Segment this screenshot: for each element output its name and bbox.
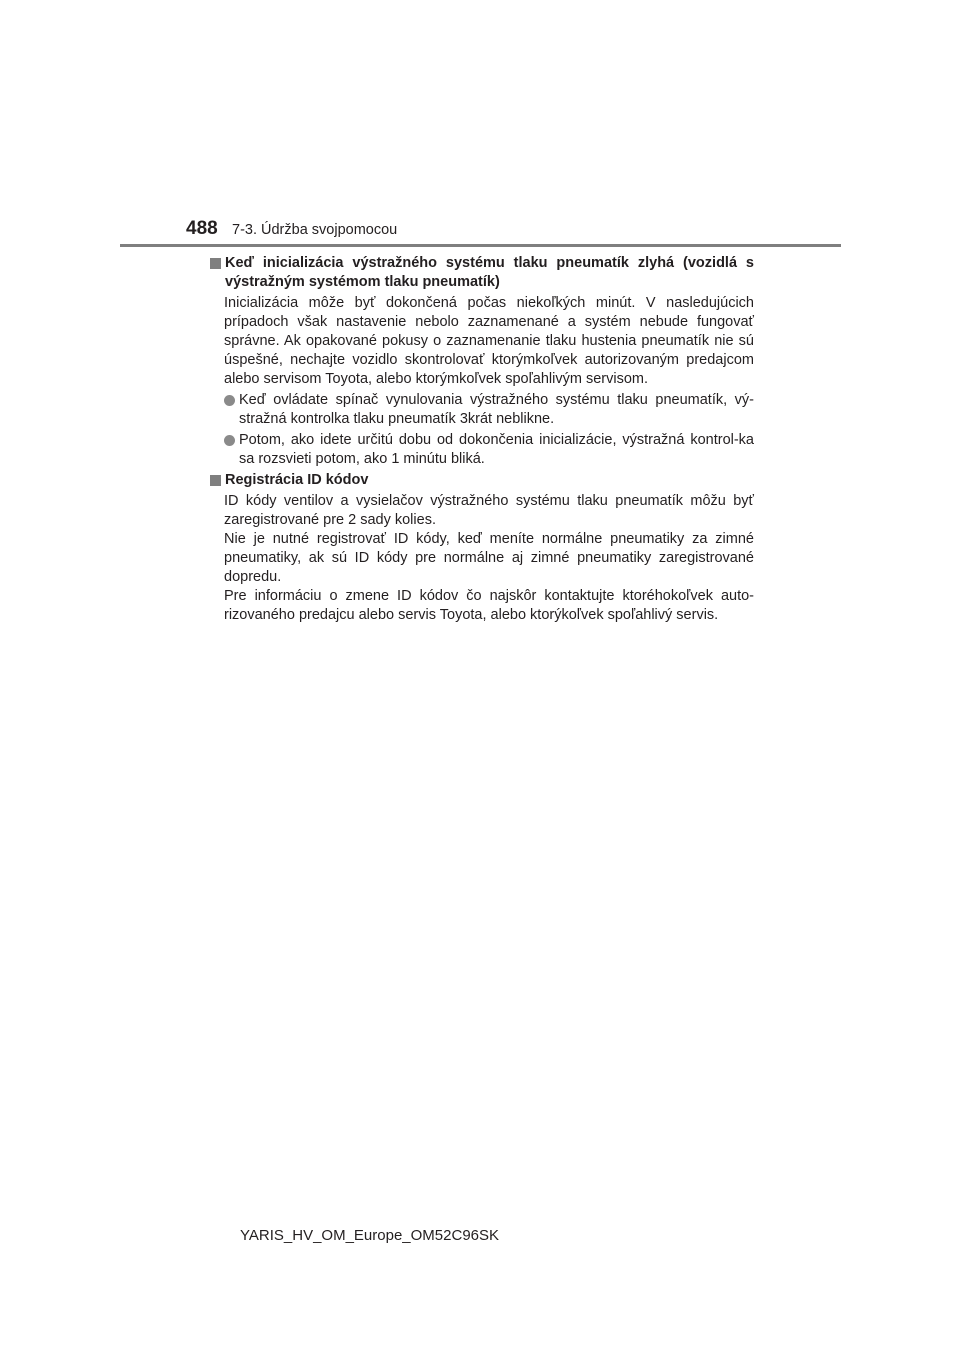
- list-item: [210, 431, 754, 469]
- document-code: YARIS_HV_OM_Europe_OM52C96SK: [240, 1227, 500, 1244]
- section-heading: [210, 254, 754, 292]
- heading-text: Keď inicializácia výstražného systému tlaku pneumatík zlyhá (vozidlá s výstražným systémom tlaku pneumatík): [225, 255, 754, 290]
- section-title: 7-3. Údržba svojpomocou: [232, 222, 398, 238]
- paragraph: ID kódy ventilov a vysielačov výstražného systému tlaku pneumatík môžu byť zaregistrované pre 2 sady kolies.: [224, 493, 754, 528]
- header-rule: [120, 244, 841, 247]
- paragraph: Inicializácia môže byť dokončená počas niekoľkých minút. V nasledujúcich prípadoch však nastavenie nebolo zaznamenané a systém nebude fungovať správne. Ak opakované pokusy o zaznamenanie tlaku hustenia pneumatík nie sú úspešné, nechajte vozidlo skontrolovať ktorýmkoľvek autorizovaným predajcom alebo servisom Toyota, alebo ktorýmkoľvek spoľahlivým servisom.: [224, 295, 754, 387]
- list-item: [210, 391, 754, 429]
- heading-text: Registrácia ID kódov: [225, 472, 369, 488]
- paragraph: Pre informáciu o zmene ID kódov čo najskôr kontaktujte ktoréhokoľvek auto-rizovaného predajcu alebo servis Toyota, alebo ktorýkoľvek spoľahlivý servis.: [224, 588, 754, 623]
- square-bullet-icon: [210, 475, 221, 486]
- round-bullet-icon: [224, 395, 235, 406]
- paragraph: Nie je nutné registrovať ID kódy, keď meníte normálne pneumatiky za zimné pneumatiky, ak sú ID kódy pre normálne aj zimné pneumatiky zaregistrované dopredu.: [224, 531, 754, 585]
- section-tpws-init-failure: [210, 254, 754, 469]
- content: [210, 254, 754, 627]
- section-id-code-registration: [210, 471, 754, 625]
- square-bullet-icon: [210, 258, 221, 269]
- round-bullet-icon: [224, 435, 235, 446]
- page-number: 488: [186, 218, 218, 239]
- list-item-text: Potom, ako idete určitú dobu od dokončenia inicializácie, výstražná kontrol-ka sa rozsvieti potom, ako 1 minútu bliká.: [239, 432, 754, 467]
- section-heading: [210, 471, 754, 490]
- list-item-text: Keď ovládate spínač vynulovania výstražného systému tlaku pneumatík, vý-stražná kontrolka tlaku pneumatík 3krát neblikne.: [239, 392, 754, 427]
